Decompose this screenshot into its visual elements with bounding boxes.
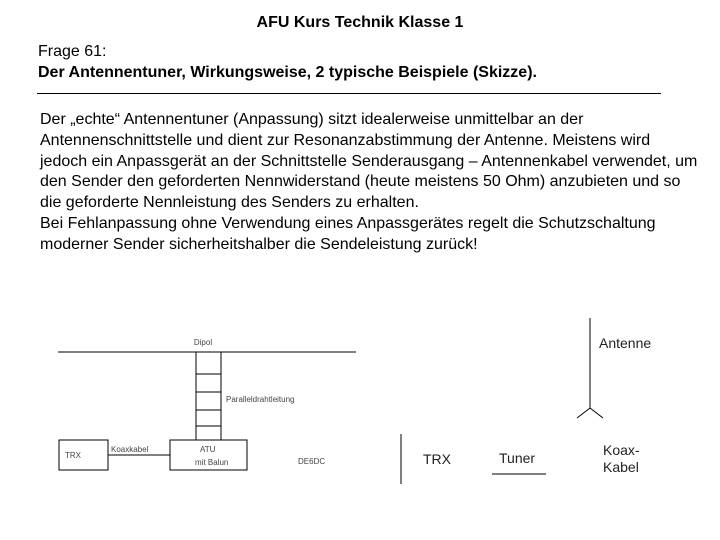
atu-label: ATU	[200, 445, 216, 454]
antenna-left-leg	[577, 408, 590, 418]
dipole-label: Dipol	[193, 338, 213, 347]
antenna-label: Antenne	[599, 335, 652, 351]
trx-label: TRX	[423, 451, 451, 467]
coax-label-line2: Kabel	[603, 459, 639, 475]
ladder-line-label: Paralleldrahtleitung	[226, 395, 295, 404]
answer-paragraph-2: Bei Fehlanpassung ohne Verwendung eines Anpassgerätes regelt die Schutzschaltung moderner Sender sicherheitshalber die Sendeleistung zurück!	[40, 214, 656, 253]
document-title: AFU Kurs Technik Klasse 1	[256, 14, 464, 31]
question-number: Frage 61:	[38, 43, 107, 60]
question-text: Der Antennentuner, Wirkungsweise, 2 typische Beispiele (Skizze).	[38, 64, 537, 81]
trx-label-small: TRX	[65, 451, 81, 460]
antenna-right-leg	[590, 408, 603, 418]
coax-label-line1: Koax-	[603, 442, 640, 458]
balun-label: mit Balun	[195, 458, 229, 467]
callsign-label: DE6DC	[298, 457, 326, 466]
answer-paragraph-1: Der „echte“ Antennentuner (Anpassung) sitzt idealerweise unmittelbar an der Antennenschnittstelle und dient zur Resonanzabstimmung der Antenne. Meistens wird jedoch ein Anpassgerät an der Schnittstelle Senderausgang – Antennenkabel verwendet, um den Sender den geforderten Nennwiderstand (heute meistens 50 Ohm) anzubieten und so die geforderte Nennleistung des Senders zu erhalten.	[40, 111, 698, 212]
tuner-label: Tuner	[499, 450, 536, 466]
coax-label-small: Koaxkabel	[111, 445, 149, 454]
